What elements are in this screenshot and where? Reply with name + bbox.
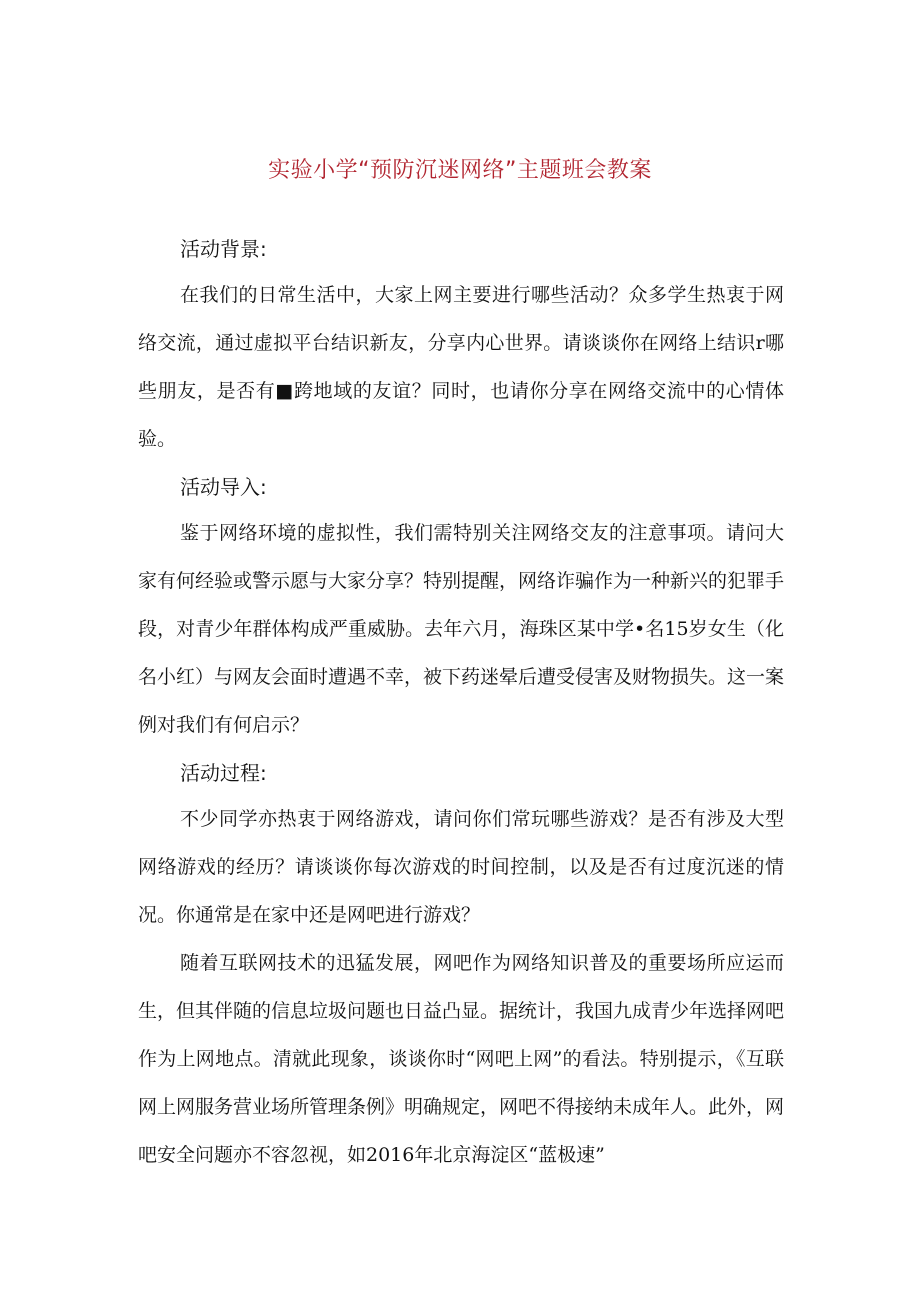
section-heading-process: 活动过程: — [180, 761, 267, 785]
section-heading-introduction: 活动导入: — [180, 475, 267, 499]
document-title: 实验小学“预防沉迷网络”主题班会教案 — [268, 158, 652, 183]
paragraph-process-internet-cafe: 随着互联网技术的迅猛发展，网吧作为网络知识普及的重要场所应运而生，但其伴随的信息垃圾问题也日益凸显。据统计，我国九成青少年选择网吧作为上网地点。清就此现象，谈谈你时“网吧上网”的看法。特别提示，《互联网上网服务营业场所管理条例》明确规定，网吧不得接纳未成年人。此外，网吧安全问题亦不容忽视，如2016年北京海淀区“蓝极速” — [138, 952, 785, 1166]
paragraph-process-games: 不少同学亦热衷于网络游戏，请问你们常玩哪些游戏？是否有涉及大型网络游戏的经历？请谈谈你每次游戏的时间控制，以及是否有过度沉迷的情况。你通常是在家中还是网吧进行游戏？ — [138, 808, 784, 926]
section-heading-background: 活动背景: — [180, 237, 267, 261]
paragraph-introduction: 鉴于网络环境的虚拟性，我们需特别关注网络交友的注意事项。请问大家有何经验或警示愿与大家分享？特别提醒，网络诈骗作为一种新兴的犯罪手段，对青少年群体构成严重威胁。去年六月，海珠区某中学•名15岁女生（化名小红）与网友会面时遭遇不幸，被下药迷晕后遭受侵害及财物损失。这一案例对我们有何启示？ — [138, 522, 785, 736]
paragraph-background: 在我们的日常生活中，大家上网主要进行哪些活动？众多学生热衷于网络交流，通过虚拟平台结识新友，分享内心世界。请谈谈你在网络上结识r哪些朋友，是否有■跨地域的友谊？同时，也请你分享在网络交流中的心情体验。 — [138, 284, 784, 450]
document-body — [138, 227, 784, 1179]
